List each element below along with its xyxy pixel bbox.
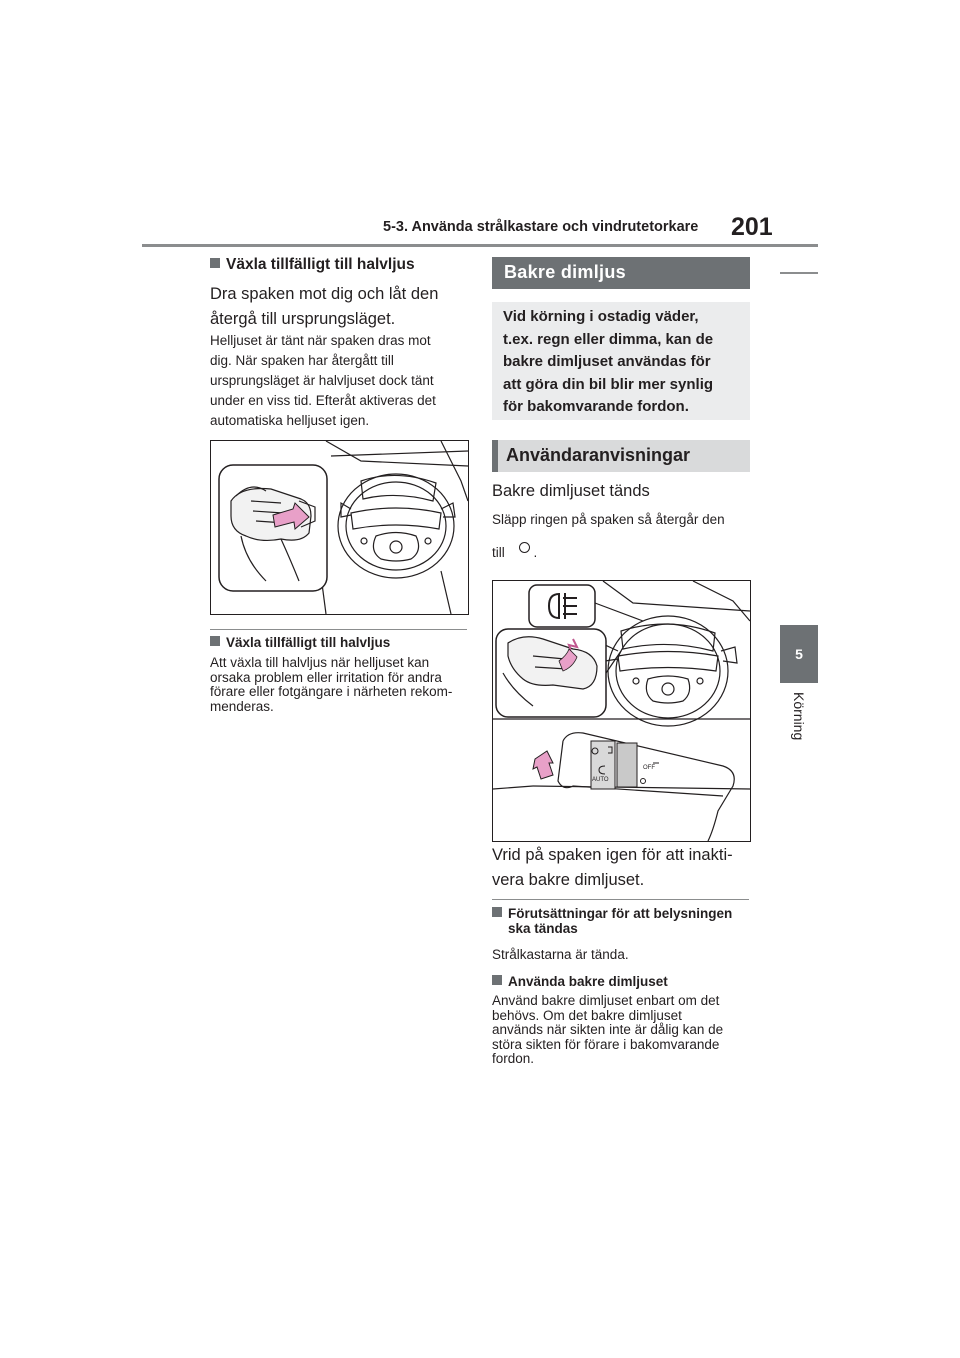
note-line: orsaka problem eller irritation för andra [210, 669, 442, 685]
section-heading-bar [492, 257, 750, 289]
step-text-period: . [533, 545, 538, 560]
chapter-label [787, 692, 811, 762]
off-label: OFF [643, 765, 655, 771]
left-note-heading [210, 635, 390, 650]
explanation-line: under en viss tid. Efteråt aktiveras det [210, 393, 436, 408]
running-header-section-title: 5-3. Använda strålkastare och vindrutetorkare [383, 219, 699, 235]
figure-fog-light-switch [492, 580, 751, 842]
side-tab-rule [780, 272, 818, 274]
page-number: 201 [731, 213, 773, 241]
step-text: Släpp ringen på spaken så återgår den [492, 512, 725, 527]
square-bullet-icon [492, 975, 502, 985]
notes-rule [492, 899, 749, 900]
fog-lamp-symbol-box [529, 585, 595, 627]
after-step-text [492, 843, 733, 893]
steering-wheel-illustration [211, 441, 468, 614]
note-1-heading [492, 906, 732, 936]
auto-label: AUTO [592, 777, 609, 783]
step-text-till-word: till [492, 545, 505, 560]
left-heading [210, 256, 415, 274]
after-line: Vrid på spaken igen för att inakti- [492, 846, 733, 864]
intro-callout [492, 302, 750, 420]
step-title: Bakre dimljuset tänds [492, 482, 650, 500]
note-2-heading [492, 974, 668, 989]
figure-pull-lever [210, 440, 469, 615]
fog-light-switch-illustration [493, 581, 750, 841]
callout-line: t.ex. regn eller dimma, kan de [503, 330, 714, 348]
note-line: används när sikten inte är dålig kan de [492, 1022, 724, 1037]
step-text-till [492, 542, 537, 563]
callout-line: Vid körning i ostadig väder, [503, 308, 699, 325]
explanation-line: ursprungsläget är halvljuset dock tänt [210, 373, 434, 388]
header-rule [142, 244, 818, 247]
note-line: behövs. Om det bakre dimljuset [492, 1007, 682, 1023]
square-bullet-icon [210, 258, 220, 268]
explanation-line: automatiska helljuset igen. [210, 413, 370, 428]
note-1-heading-text: Förutsättningar för att belysningen [508, 906, 733, 921]
explanation-line: dig. När spaken har återgått till [210, 353, 394, 368]
note-1-heading-text-2: ska tändas [508, 921, 578, 936]
note-2-body [492, 994, 723, 1067]
callout-line: att göra din bil blir mer synlig [503, 375, 714, 393]
instructions-heading: Användaranvisningar [506, 445, 691, 465]
left-note-body [210, 656, 452, 714]
left-explanation [210, 331, 436, 431]
chapter-label-text: Körning [791, 692, 807, 741]
note-line: Använd bakre dimljuset enbart om det [492, 993, 720, 1008]
note-line: menderas. [210, 698, 274, 714]
chapter-number: 5 [795, 646, 803, 662]
note-line: förare eller fotgängare i närheten rekom- [210, 684, 453, 699]
note-1-body: Strålkastarna är tända. [492, 947, 629, 962]
after-line: vera bakre dimljuset. [492, 871, 645, 889]
explanation-line: Helljuset är tänt när spaken dras mot [210, 333, 431, 348]
push-up-arrow-icon [533, 751, 553, 779]
lead-line: Dra spaken mot dig och låt den [210, 285, 439, 303]
chapter-tab [780, 625, 818, 683]
square-bullet-icon [210, 636, 220, 646]
fog-ring [617, 743, 637, 787]
off-position-icon [519, 542, 530, 553]
left-heading-text: Växla tillfälligt till halvljus [226, 256, 415, 273]
note-rule [210, 629, 467, 630]
left-lead [210, 282, 438, 332]
instructions-heading-bar [492, 440, 750, 472]
note-2-heading-text: Använda bakre dimljuset [508, 974, 668, 989]
note-line: Att växla till halvljus när helljuset kan [210, 655, 430, 670]
section-heading: Bakre dimljus [504, 262, 626, 282]
callout-line: för bakomvarande fordon. [503, 398, 689, 415]
left-note-heading-text: Växla tillfälligt till halvljus [226, 635, 391, 650]
callout-line: bakre dimljuset användas för [503, 353, 711, 370]
note-line: störa sikten för förare i bakomvarande [492, 1036, 720, 1052]
lead-line: återgå till ursprungsläget. [210, 310, 396, 328]
note-line: fordon. [492, 1051, 535, 1066]
square-bullet-icon [492, 907, 502, 917]
